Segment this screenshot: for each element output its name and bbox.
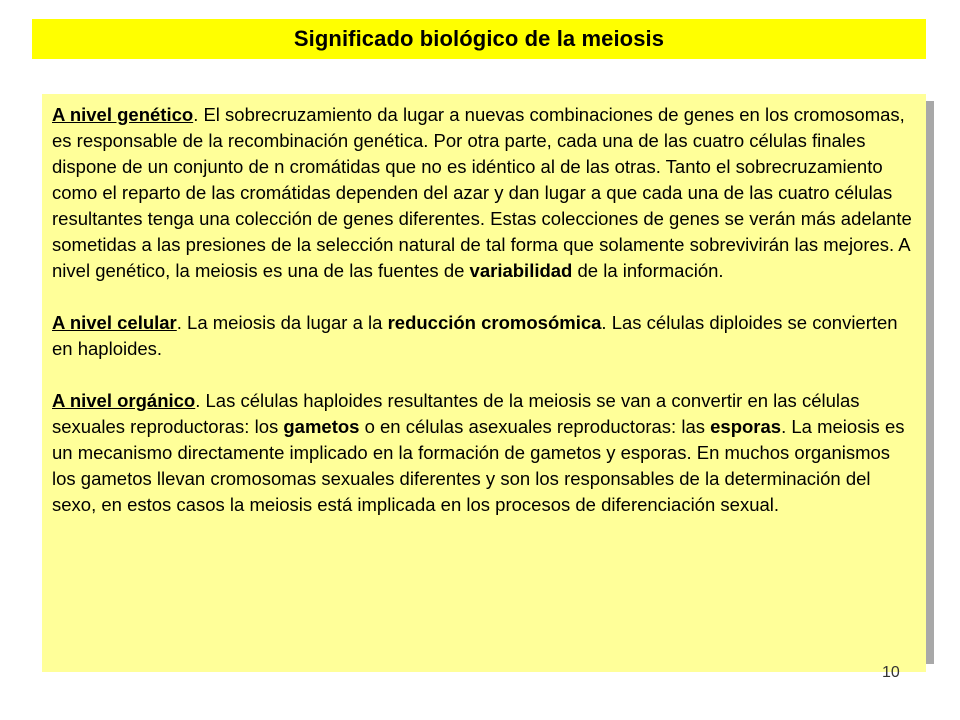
slide-title: Significado biológico de la meiosis <box>293 26 665 51</box>
paragraph-text: . La meiosis es un mecanismo directamente implicado en la formación de gametos y esporas. En muchos organismos los gametos llevan cromosomas sexuales diferentes y son los responsables de la determinación del sexo, en estos casos la meiosis está implicada en los procesos de diferenciación sexual. <box>52 416 905 515</box>
heading-cellular-level: A nivel celular <box>52 312 177 333</box>
content-box <box>42 94 926 672</box>
heading-genetic-level: A nivel genético <box>52 104 194 125</box>
paragraph-text: . El sobrecruzamiento da lugar a nuevas combinaciones de genes en los cromosomas, es responsable de la recombinación genética. Por otra parte, cada una de las cuatro células finales dispone de un conjunto de n cromátidas que no es idéntico al de las otras. Tanto el sobrecruzamiento como el reparto de las cromátidas dependen del azar y dan lugar a que cada una de las cuatro células resultantes tenga una colección de genes diferentes. Estas colecciones de genes se verán más adelante sometidas a las presiones de la selección natural de tal forma que solamente sobrevivirán las mejores. A nivel genético, la meiosis es una de las fuentes de <box>52 104 912 281</box>
paragraph-text: . Las células haploides resultantes de la meiosis se van a convertir en las células sexuales reproductoras: los <box>52 390 860 437</box>
paragraph-organic-level <box>52 388 914 518</box>
slide-title-bar <box>32 19 926 59</box>
paragraph-text: de la información. <box>572 260 724 281</box>
heading-organic-level: A nivel orgánico <box>52 390 196 411</box>
keyword-reduccion-cromosomica: reducción cromosómica <box>387 312 602 333</box>
page-number: 10 <box>882 664 900 681</box>
paragraph-genetic-level <box>52 102 914 284</box>
paragraph-text: . La meiosis da lugar a la <box>176 312 388 333</box>
paragraph-cellular-level <box>52 310 914 362</box>
keyword-esporas: esporas <box>710 416 782 437</box>
paragraph-text: . Las células diploides se convierten en haploides. <box>52 312 898 359</box>
keyword-gametos: gametos <box>283 416 360 437</box>
keyword-variabilidad: variabilidad <box>469 260 573 281</box>
paragraph-text: o en células asexuales reproductoras: las <box>359 416 711 437</box>
